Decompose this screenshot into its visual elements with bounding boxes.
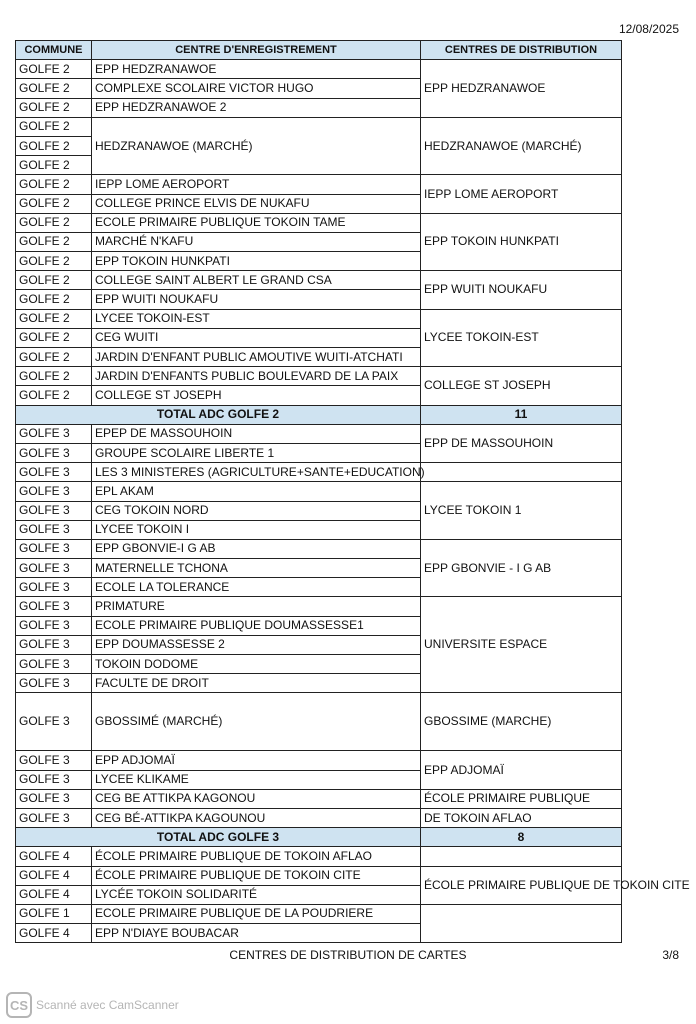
centre-cell: ÉCOLE PRIMAIRE PUBLIQUE DE TOKOIN AFLAO <box>92 847 421 866</box>
centre-cell: MARCHÉ N'KAFU <box>92 232 421 251</box>
centre-cell: TOKOIN DODOME <box>92 655 421 674</box>
camscanner-logo-icon: CS <box>6 992 32 1018</box>
centre-cell: LYCEE TOKOIN-EST <box>92 309 421 328</box>
distribution-cell: UNIVERSITE ESPACE <box>421 597 622 693</box>
table-row <box>16 693 622 751</box>
centre-cell: ECOLE PRIMAIRE PUBLIQUE TOKOIN TAME <box>92 213 421 232</box>
commune-cell: GOLFE 3 <box>16 597 92 616</box>
commune-cell: GOLFE 3 <box>16 635 92 654</box>
table-row <box>16 482 622 501</box>
table-row <box>16 904 622 923</box>
table-row <box>16 213 622 232</box>
commune-cell: GOLFE 2 <box>16 156 92 175</box>
table-row <box>16 751 622 770</box>
watermark-text: Scanné avec CamScanner <box>36 998 179 1012</box>
document-date: 12/08/2025 <box>618 22 679 36</box>
commune-cell: GOLFE 3 <box>16 616 92 635</box>
commune-cell: GOLFE 3 <box>16 559 92 578</box>
centre-cell: EPP GBONVIE-I G AB <box>92 539 421 558</box>
page-number: 3/8 <box>662 948 679 962</box>
table-row <box>16 309 622 328</box>
commune-cell: GOLFE 3 <box>16 674 92 693</box>
centre-cell: IEPP LOME AEROPORT <box>92 175 421 194</box>
centre-cell: CEG BE ATTIKPA KAGONOU <box>92 789 421 808</box>
distribution-cell: LYCEE TOKOIN-EST <box>421 309 622 367</box>
commune-cell: GOLFE 3 <box>16 693 92 751</box>
distribution-cell-empty <box>421 904 622 942</box>
distribution-cell: LYCEE TOKOIN 1 <box>421 482 622 540</box>
centre-cell: PRIMATURE <box>92 597 421 616</box>
centre-cell: GROUPE SCOLAIRE LIBERTE 1 <box>92 443 421 462</box>
camscanner-watermark <box>6 992 179 1018</box>
distribution-table <box>15 40 690 943</box>
header-commune: COMMUNE <box>16 41 92 60</box>
header-centre-enregistrement: CENTRE D'ENREGISTREMENT <box>92 41 421 60</box>
centre-cell: CEG TOKOIN NORD <box>92 501 421 520</box>
commune-cell: GOLFE 3 <box>16 770 92 789</box>
centre-cell: COLLEGE ST JOSEPH <box>92 386 421 405</box>
total-row <box>16 405 622 424</box>
distribution-cell: GBOSSIME (MARCHE) <box>421 693 622 751</box>
distribution-cell: EPP DE MASSOUHOIN <box>421 424 622 462</box>
commune-cell: GOLFE 2 <box>16 117 92 136</box>
distribution-cell-empty <box>421 463 622 482</box>
commune-cell: GOLFE 3 <box>16 578 92 597</box>
centre-cell: GBOSSIMÉ (MARCHÉ) <box>92 693 421 751</box>
centre-cell: CEG WUITI <box>92 328 421 347</box>
centre-cell: EPP DOUMASSESSE 2 <box>92 635 421 654</box>
centre-cell: CEG BÉ-ATTIKPA KAGOUNOU <box>92 808 421 827</box>
table-row <box>16 271 622 290</box>
centre-cell: EPP N'DIAYE BOUBACAR <box>92 924 421 943</box>
centre-cell: ÉCOLE PRIMAIRE PUBLIQUE DE TOKOIN CITE <box>92 866 421 885</box>
distribution-cell: EPP ADJOMAÏ <box>421 751 622 789</box>
commune-cell: GOLFE 2 <box>16 79 92 98</box>
commune-cell: GOLFE 3 <box>16 520 92 539</box>
total-value: 11 <box>421 405 622 424</box>
centre-cell: FACULTE DE DROIT <box>92 674 421 693</box>
commune-cell: GOLFE 2 <box>16 60 92 79</box>
total-row <box>16 828 622 847</box>
commune-cell: GOLFE 3 <box>16 808 92 827</box>
commune-cell: GOLFE 3 <box>16 539 92 558</box>
distribution-cell: HEDZRANAWOE (MARCHÉ) <box>421 117 622 175</box>
distribution-cell: DE TOKOIN AFLAO <box>421 808 622 827</box>
distribution-cell: EPP TOKOIN HUNKPATI <box>421 213 622 271</box>
total-label: TOTAL ADC GOLFE 3 <box>16 828 421 847</box>
centre-cell: LYCEE TOKOIN I <box>92 520 421 539</box>
centre-cell: EPP ADJOMAÏ <box>92 751 421 770</box>
centre-cell: JARDIN D'ENFANT PUBLIC AMOUTIVE WUITI-ATCHATI <box>92 348 421 367</box>
total-value: 8 <box>421 828 622 847</box>
centre-cell: LYCEE KLIKAME <box>92 770 421 789</box>
commune-cell: GOLFE 2 <box>16 194 92 213</box>
commune-cell: GOLFE 2 <box>16 136 92 155</box>
centre-cell: EPP TOKOIN HUNKPATI <box>92 252 421 271</box>
table-row <box>16 866 622 885</box>
centre-cell: COLLEGE SAINT ALBERT LE GRAND CSA <box>92 271 421 290</box>
commune-cell: GOLFE 2 <box>16 290 92 309</box>
commune-cell: GOLFE 4 <box>16 885 92 904</box>
commune-cell: GOLFE 2 <box>16 386 92 405</box>
commune-cell: GOLFE 2 <box>16 98 92 117</box>
commune-cell: GOLFE 2 <box>16 271 92 290</box>
page-footer-title: CENTRES DE DISTRIBUTION DE CARTES <box>229 948 467 962</box>
table-row <box>16 117 622 136</box>
commune-cell: GOLFE 2 <box>16 328 92 347</box>
distribution-cell: EPP HEDZRANAWOE <box>421 60 622 118</box>
centre-cell: LYCÉE TOKOIN SOLIDARITÉ <box>92 885 421 904</box>
commune-cell: GOLFE 4 <box>16 866 92 885</box>
commune-cell: GOLFE 3 <box>16 789 92 808</box>
centre-cell: COMPLEXE SCOLAIRE VICTOR HUGO <box>92 79 421 98</box>
distribution-cell-empty <box>421 847 622 866</box>
table-row <box>16 808 622 827</box>
table-row <box>16 463 622 482</box>
table-row <box>16 60 622 79</box>
commune-cell: GOLFE 2 <box>16 252 92 271</box>
commune-cell: GOLFE 3 <box>16 424 92 443</box>
distribution-cell: ÉCOLE PRIMAIRE PUBLIQUE <box>421 789 622 808</box>
centre-cell: EPL AKAM <box>92 482 421 501</box>
centre-cell: JARDIN D'ENFANTS PUBLIC BOULEVARD DE LA PAIX <box>92 367 421 386</box>
commune-cell: GOLFE 2 <box>16 309 92 328</box>
commune-cell: GOLFE 4 <box>16 847 92 866</box>
header-centres-distribution: CENTRES DE DISTRIBUTION <box>421 41 622 60</box>
centre-cell: MATERNELLE TCHONA <box>92 559 421 578</box>
total-label: TOTAL ADC GOLFE 2 <box>16 405 421 424</box>
commune-cell: GOLFE 2 <box>16 348 92 367</box>
distribution-cell: EPP WUITI NOUKAFU <box>421 271 622 309</box>
centre-cell: EPP HEDZRANAWOE 2 <box>92 98 421 117</box>
commune-cell: GOLFE 2 <box>16 367 92 386</box>
table-row <box>16 424 622 443</box>
distribution-cell: COLLEGE ST JOSEPH <box>421 367 622 405</box>
table-row <box>16 597 622 616</box>
commune-cell: GOLFE 3 <box>16 482 92 501</box>
commune-cell: GOLFE 3 <box>16 751 92 770</box>
distribution-cell: EPP GBONVIE - I G AB <box>421 539 622 597</box>
table-row <box>16 367 622 386</box>
commune-cell: GOLFE 1 <box>16 904 92 923</box>
table-header-row <box>16 41 622 60</box>
distribution-cell: ÉCOLE PRIMAIRE PUBLIQUE DE TOKOIN CITE <box>421 866 622 904</box>
table-row <box>16 175 622 194</box>
table-row <box>16 539 622 558</box>
commune-cell: GOLFE 3 <box>16 501 92 520</box>
centre-cell: ECOLE PRIMAIRE PUBLIQUE DOUMASSESSE1 <box>92 616 421 635</box>
commune-cell: GOLFE 3 <box>16 463 92 482</box>
centre-cell: ECOLE PRIMAIRE PUBLIQUE DE LA POUDRIERE <box>92 904 421 923</box>
centre-cell: EPEP DE MASSOUHOIN <box>92 424 421 443</box>
centre-cell: COLLEGE PRINCE ELVIS DE NUKAFU <box>92 194 421 213</box>
table-row <box>16 847 622 866</box>
commune-cell: GOLFE 2 <box>16 232 92 251</box>
centre-cell: ECOLE LA TOLERANCE <box>92 578 421 597</box>
centre-cell: LES 3 MINISTERES (AGRICULTURE+SANTE+EDUCATION) <box>92 463 421 482</box>
commune-cell: GOLFE 2 <box>16 213 92 232</box>
centre-cell: EPP WUITI NOUKAFU <box>92 290 421 309</box>
distribution-cell: IEPP LOME AEROPORT <box>421 175 622 213</box>
table-row <box>16 789 622 808</box>
centre-cell: EPP HEDZRANAWOE <box>92 60 421 79</box>
commune-cell: GOLFE 2 <box>16 175 92 194</box>
commune-cell: GOLFE 3 <box>16 443 92 462</box>
centre-cell: HEDZRANAWOE (MARCHÉ) <box>92 117 421 175</box>
commune-cell: GOLFE 4 <box>16 924 92 943</box>
commune-cell: GOLFE 3 <box>16 655 92 674</box>
